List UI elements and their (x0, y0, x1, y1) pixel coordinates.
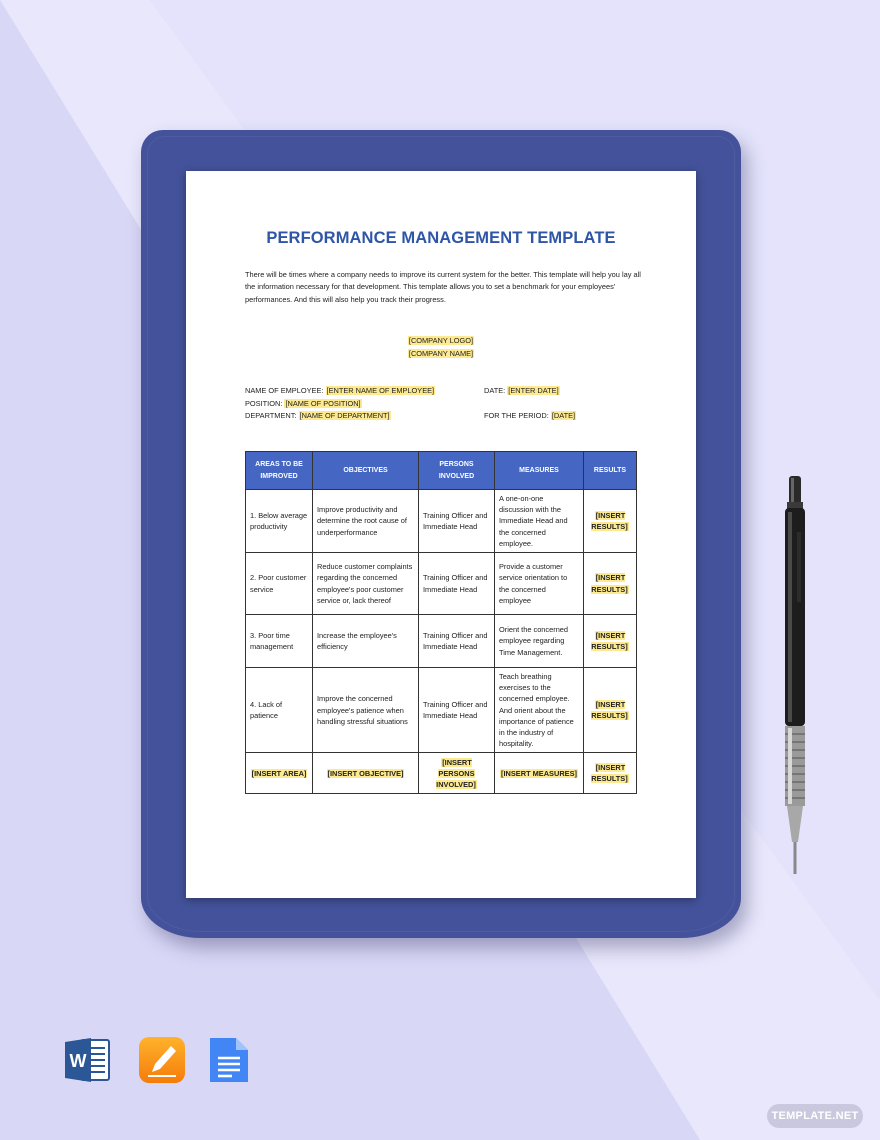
results-placeholder: [INSERT RESULTS] (591, 763, 628, 784)
header-measures: MEASURES (495, 452, 584, 490)
document-page (186, 171, 696, 898)
employee-name-value[interactable]: [ENTER NAME OF EMPLOYEE] (326, 386, 435, 395)
performance-table (245, 451, 637, 794)
company-block (186, 334, 696, 360)
table-cell: Reduce customer complaints regarding the concerned employee's poor customer service or, lack thereof (313, 553, 419, 615)
results-cell[interactable] (584, 553, 637, 615)
template-net-watermark: TEMPLATE.NET (767, 1104, 863, 1128)
results-cell[interactable] (584, 615, 637, 668)
table-cell[interactable] (246, 753, 313, 794)
header-objectives: OBJECTIVES (313, 452, 419, 490)
employee-name-label: NAME OF EMPLOYEE: (245, 386, 324, 395)
table-row (246, 753, 637, 794)
word-letter: W (69, 1051, 87, 1071)
table-cell: A one-on-one discussion with the Immediate Head and the concerned employee. (495, 490, 584, 553)
google-docs-icon[interactable] (206, 1036, 254, 1084)
table-cell[interactable] (584, 753, 637, 794)
department-value[interactable]: [NAME OF DEPARTMENT] (299, 411, 390, 420)
table-cell: Training Officer and Immediate Head (419, 668, 495, 753)
objective-placeholder: [INSERT OBJECTIVE] (327, 768, 404, 778)
date-fields (484, 385, 576, 423)
table-cell: Teach breathing exercises to the concerned employee. And orient about the importance of patience in the industry of hospitality. (495, 668, 584, 753)
position-row (245, 398, 435, 411)
table-cell[interactable] (313, 753, 419, 794)
employee-fields (245, 385, 435, 423)
results-placeholder: [INSERT RESULTS] (591, 573, 628, 594)
table-cell: Training Officer and Immediate Head (419, 490, 495, 553)
results-placeholder: [INSERT RESULTS] (591, 700, 628, 721)
table-cell[interactable] (419, 753, 495, 794)
pages-icon[interactable] (138, 1036, 186, 1084)
employee-name-row (245, 385, 435, 398)
date-row (484, 385, 576, 398)
department-label: DEPARTMENT: (245, 411, 297, 420)
table-row (246, 553, 637, 615)
intro-paragraph: There will be times where a company needs to improve its current system for the better. This template will help you lay all the information necessary for that development. This template allows you to set a benchmark for your employees' performances. And this will also help you track their progress. (245, 270, 641, 304)
header-results: RESULTS (584, 452, 637, 490)
table-cell: Provide a customer service orientation to the concerned employee (495, 553, 584, 615)
pen-icon (775, 472, 815, 882)
header-persons: PERSONS INVOLVED (419, 452, 495, 490)
table-cell: 3. Poor time management (246, 615, 313, 668)
department-row (245, 410, 435, 423)
results-cell[interactable] (584, 668, 637, 753)
company-logo-placeholder: [COMPANY LOGO] (408, 336, 474, 345)
table-cell: Improve productivity and determine the root cause of underperformance (313, 490, 419, 553)
table-cell: 2. Poor customer service (246, 553, 313, 615)
results-placeholder: [INSERT RESULTS] (591, 510, 628, 531)
table-cell[interactable] (495, 753, 584, 794)
results-placeholder: [INSERT RESULTS] (591, 630, 628, 652)
position-label: POSITION: (245, 398, 283, 408)
company-name-placeholder: [COMPANY NAME] (408, 349, 474, 358)
position-value[interactable]: [NAME OF POSITION] (285, 398, 361, 408)
table-cell: Increase the employee's efficiency (313, 615, 419, 668)
persons-placeholder: [INSERT PERSONS INVOLVED] (436, 757, 476, 790)
results-cell[interactable] (584, 490, 637, 553)
period-label: FOR THE PERIOD: (484, 411, 549, 420)
date-label: DATE: (484, 386, 506, 395)
table-cell: Improve the concerned employee's patience when handling stressful situations (313, 668, 419, 753)
word-icon[interactable] (63, 1036, 111, 1084)
document-title: PERFORMANCE MANAGEMENT TEMPLATE (266, 229, 616, 247)
measures-placeholder: [INSERT MEASURES] (501, 768, 577, 778)
table-row (246, 490, 637, 553)
date-value[interactable]: [ENTER DATE] (508, 386, 559, 395)
table-cell: 4. Lack of patience (246, 668, 313, 753)
table-cell: Training Officer and Immediate Head (419, 615, 495, 668)
table-cell: 1. Below average productivity (246, 490, 313, 553)
table-row (246, 615, 637, 668)
area-placeholder: [INSERT AREA] (251, 768, 307, 778)
header-areas: AREAS TO BE IMPROVED (246, 452, 313, 490)
table-cell: Training Officer and Immediate Head (419, 553, 495, 615)
table-header-row (246, 452, 637, 490)
table-cell: Orient the concerned employee regarding Time Management. (495, 615, 584, 668)
table-row (246, 668, 637, 753)
period-value[interactable]: [DATE] (551, 411, 576, 420)
period-row (484, 410, 576, 423)
